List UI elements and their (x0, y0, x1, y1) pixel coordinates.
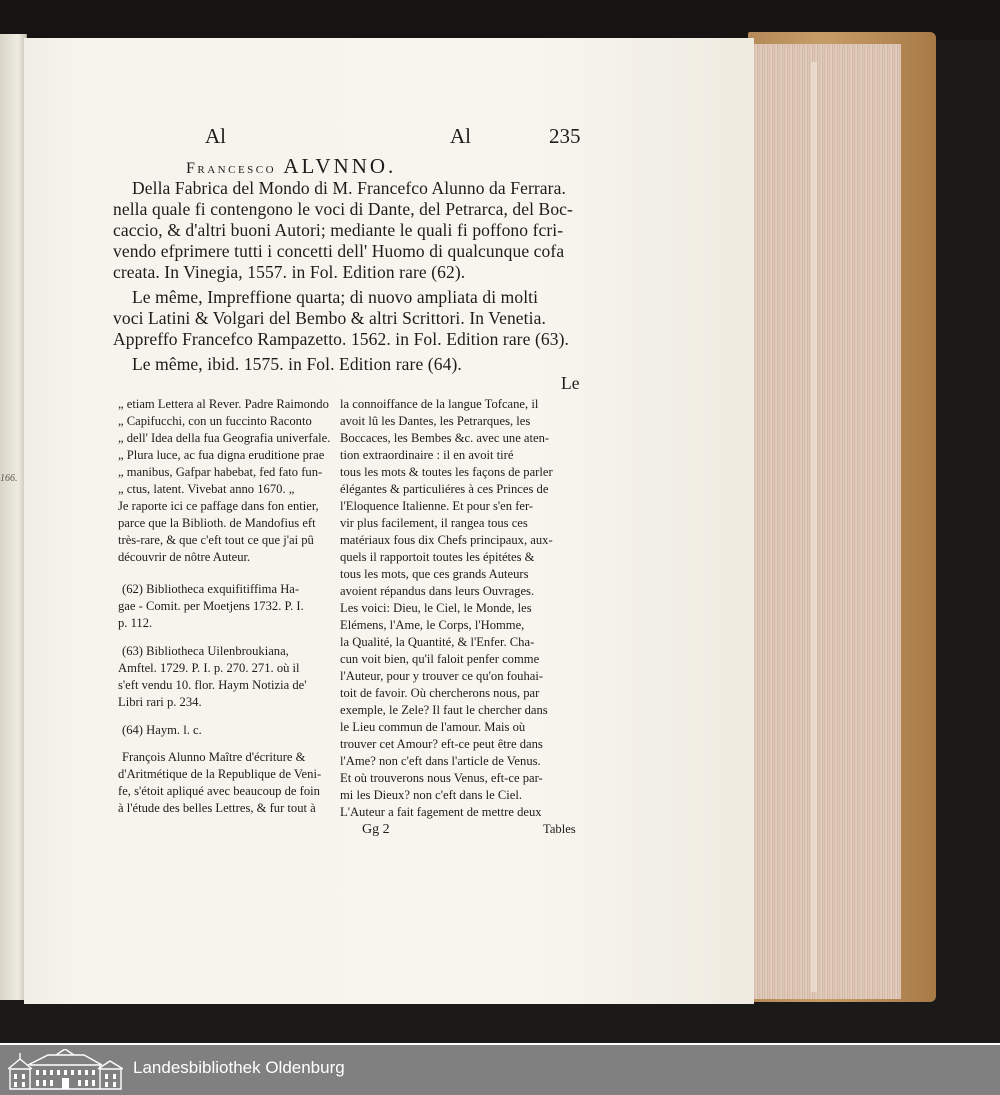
running-head-left: Al (205, 124, 226, 148)
title-last-name: ALVNNO. (283, 154, 397, 178)
right-col-line: vir plus facilement, il rangea tous ces (340, 516, 528, 530)
right-col-line: Elémens, l'Ame, le Corps, l'Homme, (340, 618, 525, 632)
left-col-line: „ Capifucchi, con un fuccinto Raconto (118, 414, 312, 428)
left-col-line: Libri rari p. 234. (118, 695, 202, 709)
right-col-line: tion extraordinaire : il en avoit tiré (340, 448, 514, 462)
right-col-line: élégantes & particuliéres à ces Princes de (340, 482, 549, 496)
left-col-line: François Alunno Maître d'écriture & (122, 750, 306, 764)
left-col-line: parce que la Biblioth. de Mandofius eft (118, 516, 316, 530)
left-col-line: Amftel. 1729. P. I. p. 270. 271. où il (118, 661, 300, 675)
entry-title (186, 154, 396, 179)
main-line: Le même, ibid. 1575. in Fol. Edition rare (64). (132, 354, 462, 374)
main-line: creata. In Vinegia, 1557. in Fol. Edition rare (62). (113, 262, 466, 282)
right-col-line: avoient répandus dans leurs Ouvrages. (340, 584, 535, 598)
left-col-line: découvrir de nôtre Auteur. (118, 550, 251, 564)
left-col-line: „ etiam Lettera al Rever. Padre Raimondo (118, 397, 329, 411)
main-line: voci Latini & Volgari del Bembo & altri Scrittori. In Venetia. (113, 308, 546, 328)
right-col-line: Et où trouverons nous Venus, eft-ce par- (340, 771, 543, 785)
left-col-line: „ manibus, Gafpar habebat, fed fato fun- (118, 465, 323, 479)
right-col-line: la connoiffance de la langue Tofcane, il (340, 397, 539, 411)
footnote-64: (64) Haym. l. c. (122, 723, 202, 737)
left-col-line: très-rare, & que c'eft tout ce que j'ai pû (118, 533, 314, 547)
main-line: Appreffo Francefco Rampazetto. 1562. in Fol. Edition rare (63). (113, 329, 569, 349)
right-col-line: matériaux fous dix Chefs principaux, aux- (340, 533, 553, 547)
right-col-line: cun voit bien, qu'il faloit penfer comme (340, 652, 540, 666)
library-name: Landesbibliothek Oldenburg (133, 1058, 345, 1077)
right-col-line: quels il rapportoit toutes les épitétes & (340, 550, 535, 564)
left-col-line: d'Aritmétique de la Republique de Veni- (118, 767, 322, 781)
left-col-line: à l'étude des belles Lettres, & fur tout à (118, 801, 316, 815)
title-first-name: Francesco (186, 160, 277, 177)
page-edges (752, 44, 901, 999)
left-page-edge (0, 34, 27, 1000)
right-col-line: tous les mots, que ces grands Auteurs (340, 567, 529, 581)
left-col-line: s'eft vendu 10. flor. Haym Notizia de' (118, 678, 307, 692)
left-col-line: p. 112. (118, 616, 153, 630)
right-col-line: Les voici: Dieu, le Ciel, le Monde, les (340, 601, 532, 615)
right-col-line: mi les Dieux? non c'eft dans le Ciel. (340, 788, 523, 802)
right-col-line: trouver cet Amour? eft-ce peut être dans (340, 737, 543, 751)
footnote-63: (63) Bibliotheca Uilenbroukiana, (122, 644, 289, 658)
footer-bar (0, 1045, 1000, 1095)
footnote-62: (62) Bibliotheca exquifitiffima Ha- (122, 582, 300, 596)
library-building-icon (8, 1049, 123, 1091)
main-line: Le même, Impreffione quarta; di nuovo ampliata di molti (132, 287, 539, 307)
main-line: caccio, & d'altri buoni Autori; mediante le quali fi poffono fcri- (113, 220, 564, 240)
main-line: Della Fabrica del Mondo di M. Francefco Alunno da Ferrara. (132, 178, 566, 198)
right-col-line: toit de favoir. Où chercherons nous, par (340, 686, 540, 700)
signature-mark: Gg 2 (362, 822, 390, 837)
right-col-line: Boccaces, les Bembes &c. avec une aten- (340, 431, 550, 445)
running-head-center: Al (450, 124, 471, 148)
left-col-line: „ dell' Idea della fua Geografia univerfale. (118, 431, 331, 445)
main-line: vendo efprimere tutti i concetti dell' Huomo di qualcunque cofa (113, 241, 565, 261)
right-col-line: l'Auteur, pour y trouver ce qu'on fouhai- (340, 669, 544, 683)
left-col-line: Je raporte ici ce paffage dans fon entier, (118, 499, 319, 513)
main-line: nella quale fi contengono le voci di Dante, del Petrarca, del Boc- (113, 199, 573, 219)
left-col-line: „ ctus, latent. Vivebat anno 1670. „ (118, 482, 295, 496)
right-col-line: L'Auteur a fait fagement de mettre deux (340, 805, 542, 819)
right-col-line: avoit lû les Dantes, les Petrarques, les (340, 414, 531, 428)
right-col-line: le Lieu commun de l'amour. Mais où (340, 720, 526, 734)
page-number: 235 (549, 124, 581, 148)
right-col-line: l'Eloquence Italienne. Et pour s'en fer- (340, 499, 534, 513)
left-margin-note: 166. (0, 473, 18, 484)
catchword-bottom: Tables (543, 822, 576, 836)
right-col-line: tous les mots & toutes les façons de parler (340, 465, 553, 479)
left-col-line: fe, s'étoit apliqué avec beaucoup de foin (118, 784, 320, 798)
right-col-line: exemple, le Zele? Il faut le chercher dans (340, 703, 548, 717)
right-col-line: l'Ame? non c'eft dans l'article de Venus. (340, 754, 541, 768)
catchword-right: Le (561, 373, 580, 393)
left-col-line: gae - Comit. per Moetjens 1732. P. I. (118, 599, 304, 613)
left-col-line: „ Plura luce, ac fua digna eruditione prae (118, 448, 325, 462)
right-col-line: la Qualité, la Quantité, & l'Enfer. Cha- (340, 635, 535, 649)
